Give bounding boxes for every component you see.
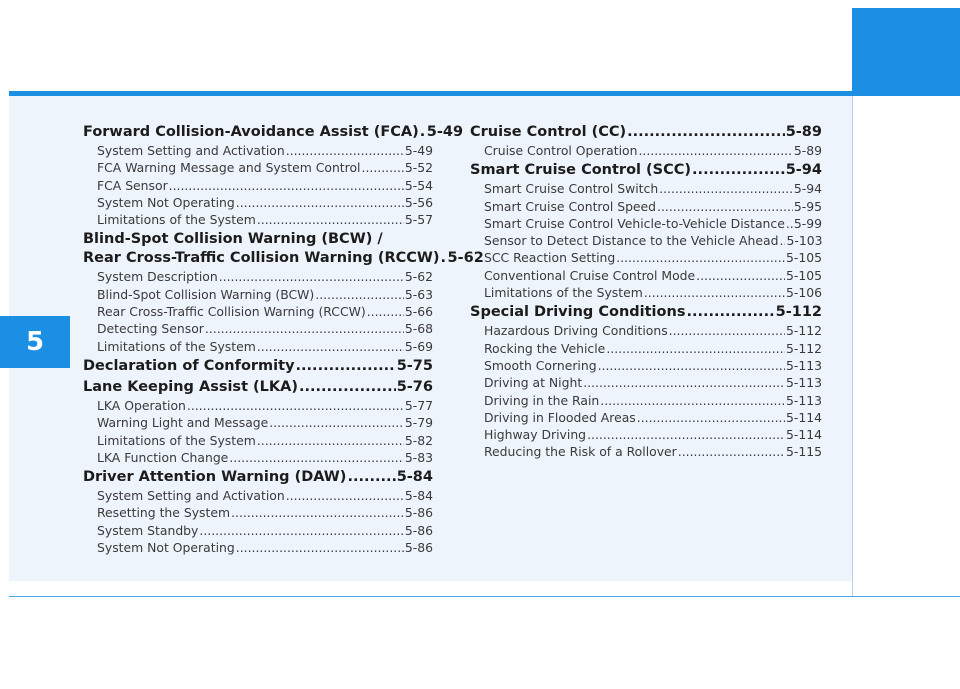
entry-title: System Description [97, 269, 218, 285]
entry-title: LKA Operation [97, 397, 186, 413]
entry-page: 5-105 [785, 250, 822, 266]
entry-title: FCA Warning Message and System Control [97, 160, 361, 176]
toc-entry[interactable] [83, 177, 433, 194]
entry-title: System Not Operating [97, 194, 235, 210]
toc-entry[interactable] [470, 249, 822, 266]
toc-entry[interactable] [470, 142, 822, 159]
right-margin-panel [852, 96, 960, 581]
leader-dots [779, 232, 785, 249]
toc-entry[interactable] [83, 397, 433, 414]
toc-entry[interactable] [83, 286, 433, 303]
entry-page: 5-49 [404, 143, 433, 158]
entry-title: Limitations of the System [97, 212, 256, 228]
leader-dots [657, 198, 793, 215]
leader-dots [786, 215, 793, 232]
entry-page: 5-79 [404, 415, 433, 431]
entry-page: 5-113 [785, 357, 822, 373]
toc-entry[interactable] [83, 159, 433, 176]
entry-page: 5-86 [404, 505, 433, 521]
toc-section[interactable] [470, 123, 822, 142]
entry-title: System Setting and Activation [97, 143, 285, 158]
entry-page: 5-114 [785, 427, 822, 443]
leader-dots [269, 414, 404, 431]
entry-title: Smart Cruise Control Vehicle-to-Vehicle Distance [484, 215, 785, 231]
entry-title: Hazardous Driving Conditions [484, 323, 668, 339]
section-page: 5-76 [396, 378, 433, 395]
section-title: Driver Attention Warning (DAW) [83, 469, 347, 486]
leader-dots [692, 161, 785, 180]
entry-page: 5-56 [404, 194, 433, 210]
leader-dots [231, 504, 404, 521]
toc-entry[interactable] [83, 432, 433, 449]
entry-title: Smart Cruise Control Switch [484, 181, 659, 197]
toc-section[interactable] [83, 357, 433, 376]
entry-title: Smart Cruise Control Speed [484, 198, 657, 214]
section-page: 5-84 [396, 469, 433, 486]
toc-left-column [83, 123, 484, 556]
entry-title: Driving at Night [484, 375, 583, 391]
entry-title: Cruise Control Operation [484, 143, 638, 158]
entry-page: 5-99 [793, 215, 822, 231]
toc-section[interactable] [470, 303, 822, 322]
entry-title: Driving in Flooded Areas [484, 409, 636, 425]
entry-page: 5-82 [404, 432, 433, 448]
entry-page: 5-69 [404, 338, 433, 354]
entry-page: 5-66 [404, 304, 433, 320]
entry-title: Sensor to Detect Distance to the Vehicle Ahead [484, 233, 779, 249]
leader-dots [257, 432, 404, 449]
leader-dots [362, 159, 404, 176]
toc-entry[interactable] [470, 232, 822, 249]
leader-dots [236, 194, 404, 211]
leader-dots [367, 303, 404, 320]
toc-right-column [470, 123, 822, 461]
toc-entry[interactable] [83, 211, 433, 228]
section-title: Rear Cross-Traffic Collision Warning (RCCW) [83, 250, 440, 267]
entry-page: 5-54 [404, 177, 433, 193]
leader-dots [598, 357, 785, 374]
leader-dots [257, 211, 404, 228]
toc-section[interactable] [83, 123, 464, 142]
toc-section[interactable] [83, 378, 433, 397]
section-page: 5-94 [785, 162, 822, 179]
bottom-divider-vertical [852, 581, 853, 596]
entry-page: 5-113 [785, 375, 822, 391]
entry-title: Resetting the System [97, 505, 231, 521]
leader-dots [347, 468, 395, 487]
toc-entry[interactable] [83, 142, 433, 159]
section-page: 5-75 [396, 357, 433, 374]
leader-dots [637, 409, 785, 426]
entry-title: Blind-Spot Collision Warning (BCW) [97, 286, 315, 302]
leader-dots [659, 180, 793, 197]
leader-dots [420, 123, 426, 142]
leader-dots [199, 522, 403, 539]
section-page: 5-62 [447, 250, 484, 267]
toc-entry[interactable] [83, 194, 433, 211]
toc-entry[interactable] [83, 303, 433, 320]
toc-entry[interactable] [83, 320, 433, 337]
entry-title: System Not Operating [97, 540, 235, 556]
leader-dots [299, 378, 396, 397]
section-title: Declaration of Conformity [83, 357, 295, 374]
toc-entry[interactable] [470, 392, 822, 409]
entry-title: System Standby [97, 522, 199, 538]
section-title: Lane Keeping Assist (LKA) [83, 378, 298, 395]
entry-page: 5-62 [404, 269, 433, 285]
section-page: 5-89 [785, 124, 822, 140]
toc-section[interactable] [83, 468, 433, 487]
entry-title: Highway Driving [484, 427, 587, 443]
entry-title: Detecting Sensor [97, 321, 204, 337]
entry-title: Reducing the Risk of a Rollover [484, 444, 677, 460]
entry-page: 5-63 [404, 286, 433, 302]
toc-section[interactable] [83, 249, 484, 268]
entry-title: FCA Sensor [97, 177, 168, 193]
toc-section[interactable] [470, 161, 822, 180]
toc-entry[interactable] [470, 357, 822, 374]
toc-entry[interactable] [470, 409, 822, 426]
chapter-tab-block [852, 8, 960, 92]
section-title: Forward Collision-Avoidance Assist (FCA) [83, 124, 419, 140]
toc-entry[interactable] [83, 414, 433, 431]
leader-dots [678, 443, 785, 460]
entry-title: Conventional Cruise Control Mode [484, 267, 696, 283]
section-title: Smart Cruise Control (SCC) [470, 162, 692, 179]
leader-dots [587, 426, 785, 443]
leader-dots [286, 487, 404, 504]
leader-dots [296, 357, 396, 376]
entry-page: 5-112 [785, 323, 822, 339]
toc-entry[interactable] [83, 449, 433, 466]
leader-dots [315, 286, 404, 303]
toc-entry[interactable] [470, 215, 822, 232]
entry-page: 5-83 [404, 449, 433, 465]
entry-title: Smooth Cornering [484, 357, 597, 373]
toc-entry[interactable] [470, 198, 822, 215]
entry-title: Limitations of the System [484, 285, 643, 301]
toc-entry[interactable] [470, 180, 822, 197]
entry-title: Limitations of the System [97, 432, 256, 448]
toc-entry[interactable] [470, 284, 822, 301]
leader-dots [219, 268, 404, 285]
toc-entry[interactable] [470, 443, 822, 460]
bottom-rule [9, 596, 960, 597]
leader-dots [236, 539, 404, 556]
entry-page: 5-89 [793, 143, 822, 158]
toc-entry[interactable] [83, 268, 433, 285]
section-page: 5-112 [775, 304, 822, 321]
leader-dots [229, 449, 404, 466]
toc-entry[interactable] [470, 374, 822, 391]
entry-page: 5-77 [404, 397, 433, 413]
toc-entry[interactable] [470, 426, 822, 443]
leader-dots [638, 142, 792, 159]
leader-dots [187, 397, 404, 414]
toc-entry[interactable] [470, 322, 822, 339]
leader-dots [583, 374, 785, 391]
leader-dots [600, 392, 785, 409]
entry-title: Rocking the Vehicle [484, 340, 606, 356]
entry-page: 5-86 [404, 540, 433, 556]
leader-dots [616, 249, 785, 266]
entry-title: System Setting and Activation [97, 488, 285, 504]
entry-page: 5-57 [404, 212, 433, 228]
entry-page: 5-113 [785, 392, 822, 408]
entry-page: 5-114 [785, 409, 822, 425]
leader-dots [669, 322, 785, 339]
leader-dots [627, 123, 785, 142]
leader-dots [205, 320, 404, 337]
toc-entry[interactable] [83, 539, 433, 556]
section-title: Cruise Control (CC) [470, 124, 627, 140]
entry-page: 5-112 [785, 340, 822, 356]
toc-entry[interactable] [83, 487, 433, 504]
chapter-number-tab[interactable]: 5 [0, 316, 70, 368]
section-title-line1[interactable]: Blind-Spot Collision Warning (BCW) / [83, 231, 383, 248]
section-title: Special Driving Conditions [470, 304, 686, 321]
entry-page: 5-95 [793, 198, 822, 214]
entry-page: 5-68 [404, 321, 433, 337]
entry-page: 5-94 [793, 181, 822, 197]
leader-dots [286, 142, 404, 159]
entry-page: 5-105 [785, 267, 822, 283]
leader-dots [606, 340, 785, 357]
entry-page: 5-86 [404, 522, 433, 538]
leader-dots [644, 284, 785, 301]
toc-entry[interactable] [470, 340, 822, 357]
section-page: 5-49 [426, 124, 464, 140]
toc-entry[interactable] [83, 338, 433, 355]
toc-entry[interactable] [83, 504, 433, 521]
entry-page: 5-115 [785, 444, 822, 460]
entry-title: SCC Reaction Setting [484, 250, 616, 266]
entry-title: Limitations of the System [97, 338, 256, 354]
leader-dots [686, 303, 774, 322]
leader-dots [257, 338, 404, 355]
entry-page: 5-52 [404, 160, 433, 176]
leader-dots [696, 267, 785, 284]
toc-entry[interactable] [470, 267, 822, 284]
entry-page: 5-106 [785, 285, 822, 301]
leader-dots [441, 249, 447, 268]
entry-page: 5-84 [404, 488, 433, 504]
leader-dots [169, 177, 404, 194]
entry-title: Warning Light and Message [97, 415, 269, 431]
entry-title: LKA Function Change [97, 449, 229, 465]
toc-entry[interactable] [83, 522, 433, 539]
entry-title: Rear Cross-Traffic Collision Warning (RCCW) [97, 304, 366, 320]
entry-page: 5-103 [786, 233, 823, 249]
entry-title: Driving in the Rain [484, 392, 600, 408]
